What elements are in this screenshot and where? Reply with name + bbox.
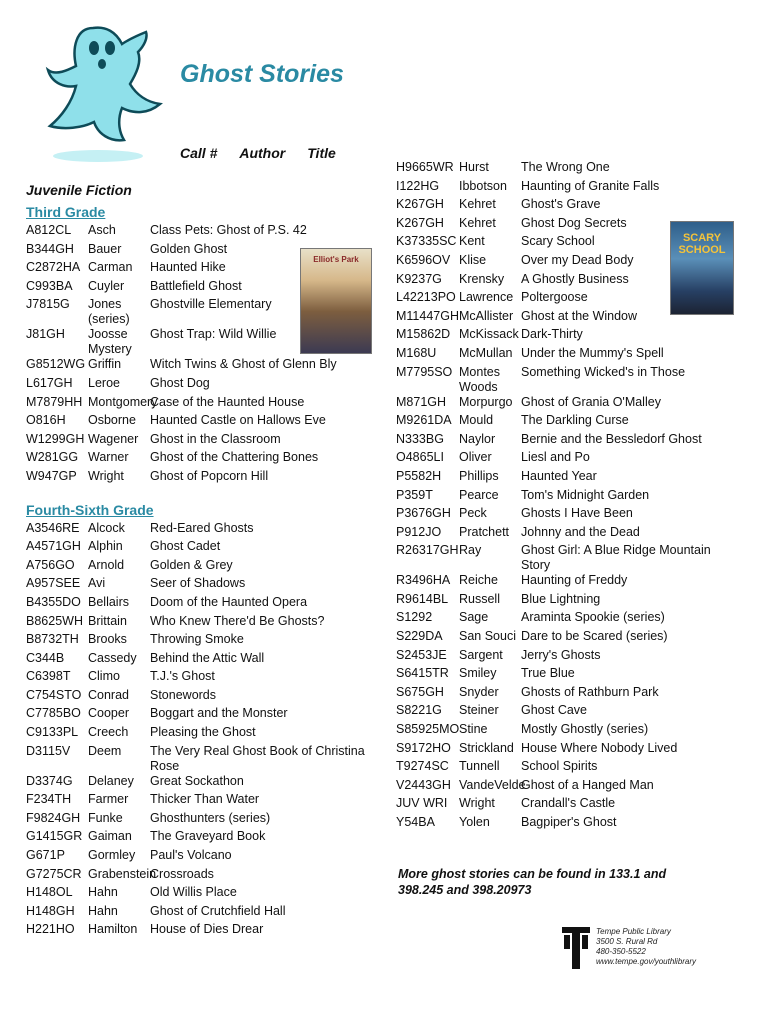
author-name: Gormley xyxy=(88,848,136,863)
call-number: S675GH xyxy=(396,684,444,699)
call-number: M15862D xyxy=(396,327,451,342)
call-number: F234TH xyxy=(26,792,72,807)
author-name: Sargent xyxy=(459,647,503,662)
book-title: School Spirits xyxy=(521,759,598,774)
ghost-icon xyxy=(38,18,168,168)
author-name: Hamilton xyxy=(88,922,138,937)
call-number: A957SEE xyxy=(26,576,81,591)
book-title: Old Willis Place xyxy=(150,885,237,900)
call-number: B344GH xyxy=(26,241,74,256)
author-name: Strickland xyxy=(459,740,514,755)
book-title: Golden & Grey xyxy=(150,557,233,572)
book-row xyxy=(396,197,741,216)
book-title: The Wrong One xyxy=(521,160,610,174)
book-row xyxy=(26,774,366,793)
book-row xyxy=(396,592,741,611)
book-title: Who Knew There'd Be Ghosts? xyxy=(150,613,325,628)
book-row xyxy=(396,506,741,525)
book-row xyxy=(396,796,741,815)
call-number: H148OL xyxy=(26,885,73,900)
book-row xyxy=(396,543,741,573)
call-number: O4865LI xyxy=(396,450,444,465)
book-row xyxy=(396,759,741,778)
author-name: Smiley xyxy=(459,666,497,681)
call-number: R26317GH xyxy=(396,543,459,558)
fourth-sixth-grade-heading: Fourth-Sixth Grade xyxy=(26,501,154,518)
call-number: A756GO xyxy=(26,557,75,572)
book-title: Ghosts of Rathburn Park xyxy=(521,684,659,699)
book-row xyxy=(26,829,366,848)
book-row xyxy=(396,395,741,414)
call-number: H148GH xyxy=(26,903,75,918)
book-row xyxy=(396,629,741,648)
book-row xyxy=(26,395,366,414)
book-row xyxy=(26,223,366,242)
book-row xyxy=(396,327,741,346)
book-title: Throwing Smoke xyxy=(150,632,244,647)
book-row xyxy=(26,614,366,633)
book-row xyxy=(26,539,366,558)
book-title: Blue Lightning xyxy=(521,591,601,606)
book-title: Tom's Midnight Garden xyxy=(521,487,650,502)
book-title: Crossroads xyxy=(150,866,214,881)
book-title: Thicker Than Water xyxy=(150,792,260,807)
book-title: Ghost Cadet xyxy=(150,539,221,554)
author-name: Oliver xyxy=(459,450,492,465)
book-title: Dare to be Scared (series) xyxy=(521,629,668,644)
book-title: Johnny and the Dead xyxy=(521,524,640,539)
call-number: F9824GH xyxy=(26,810,81,825)
author-name: Hahn xyxy=(88,885,118,900)
footer-note: More ghost stories can be found in 133.1 and 398.245 and 398.20973 xyxy=(398,867,667,897)
book-title: Doom of the Haunted Opera xyxy=(150,594,308,609)
author-name: VandeVelde xyxy=(459,777,526,792)
call-number: D3115V xyxy=(26,743,71,758)
author-name: Montes Woods xyxy=(459,364,500,394)
call-number: M168U xyxy=(396,345,437,360)
call-number: P359T xyxy=(396,487,433,502)
call-number: V2443GH xyxy=(396,777,451,792)
library-address: 3500 S. Rural Rd xyxy=(596,937,658,946)
book-title: Ghost of Crutchfield Hall xyxy=(150,903,286,918)
author-name: Mould xyxy=(459,413,494,428)
book-title: Haunted Year xyxy=(521,468,597,483)
author-name: Brittain xyxy=(88,613,127,628)
book-row xyxy=(26,595,366,614)
book-title: Bagpiper's Ghost xyxy=(521,815,617,829)
book-title: Paul's Volcano xyxy=(150,848,232,863)
call-number: R9614BL xyxy=(396,591,449,606)
book-row xyxy=(396,666,741,685)
book-title: Golden Ghost xyxy=(150,241,228,256)
book-title: House Where Nobody Lived xyxy=(521,740,678,755)
book-row xyxy=(26,432,366,451)
author-name: Ray xyxy=(459,543,482,558)
book-row xyxy=(396,469,741,488)
book-row xyxy=(26,376,366,395)
call-number: J7815G xyxy=(26,297,70,312)
book-title: T.J.'s Ghost xyxy=(150,669,215,684)
book-title: Ghost of the Chattering Bones xyxy=(150,450,319,465)
book-row xyxy=(26,576,366,595)
book-row xyxy=(26,632,366,651)
book-row xyxy=(26,521,366,540)
book-title: The Graveyard Book xyxy=(150,829,266,844)
author-name: Deem xyxy=(88,743,122,758)
book-row xyxy=(26,792,366,811)
author-name: Phillips xyxy=(459,468,499,483)
call-number: A4571GH xyxy=(26,539,81,554)
book-title: Jerry's Ghosts xyxy=(521,647,601,662)
book-title: Red-Eared Ghosts xyxy=(150,520,254,535)
call-number: S2453JE xyxy=(396,647,447,662)
book-row xyxy=(26,469,366,488)
author-name: Bauer xyxy=(88,241,122,256)
call-number: K267GH xyxy=(396,197,444,212)
book-title: Bernie and the Bessledorf Ghost xyxy=(521,431,702,446)
call-number-header: Call # xyxy=(180,145,218,161)
author-name: Russell xyxy=(459,591,500,606)
author-name: Kent xyxy=(459,234,485,249)
book-title: Seer of Shadows xyxy=(150,576,246,591)
book-title: Araminta Spookie (series) xyxy=(521,610,665,625)
call-number: T9274SC xyxy=(396,759,449,774)
call-number: M7879HH xyxy=(26,394,83,409)
author-name: Peck xyxy=(459,506,487,521)
title-header: Title xyxy=(307,145,336,161)
call-number: R3496HA xyxy=(396,573,451,588)
call-number: N333BG xyxy=(396,431,444,446)
author-name: Warner xyxy=(88,450,129,465)
call-number: L42213PO xyxy=(396,290,456,305)
book-row xyxy=(26,922,366,941)
book-title: Poltergoose xyxy=(521,290,588,305)
call-number: W281GG xyxy=(26,450,79,465)
book-title: Haunted Hike xyxy=(150,260,226,275)
author-name: Wagener xyxy=(88,431,139,446)
book-title: Over my Dead Body xyxy=(521,252,634,267)
fourth-sixth-grade-list xyxy=(26,521,366,941)
book-row xyxy=(396,413,741,432)
call-number: G8512WG xyxy=(26,357,86,372)
call-number: Y54BA xyxy=(396,815,435,829)
book-row xyxy=(396,432,741,451)
book-title: Great Sockathon xyxy=(150,773,244,788)
author-name: Delaney xyxy=(88,773,134,788)
call-number: C2872HA xyxy=(26,260,81,275)
author-name: McAllister xyxy=(459,308,514,323)
call-number: M7795SO xyxy=(396,364,453,379)
author-name: Griffin xyxy=(88,357,122,372)
author-name: Grabenstein xyxy=(88,866,157,881)
book-row xyxy=(26,811,366,830)
call-number: A3546RE xyxy=(26,520,80,535)
author-name: Naylor xyxy=(459,431,496,446)
author-name: Lawrence xyxy=(459,290,514,305)
author-name: Alphin xyxy=(88,539,123,554)
author-name: Kehret xyxy=(459,215,496,230)
book-title: Behind the Attic Wall xyxy=(150,650,265,665)
call-number: G1415GR xyxy=(26,829,83,844)
author-name: Alcock xyxy=(88,520,125,535)
book-row xyxy=(396,450,741,469)
call-number: S6415TR xyxy=(396,666,449,681)
call-number: S85925MO xyxy=(396,722,460,737)
call-number: L617GH xyxy=(26,375,73,390)
library-info xyxy=(562,927,696,969)
author-name: Hahn xyxy=(88,903,118,918)
book-row xyxy=(396,160,741,179)
book-title: Ghost of Grania O'Malley xyxy=(521,394,661,409)
call-number: G671P xyxy=(26,848,65,863)
author-name: Arnold xyxy=(88,557,125,572)
author-name: Climo xyxy=(88,669,120,684)
call-number: C9133PL xyxy=(26,725,79,740)
author-name: Reiche xyxy=(459,573,498,588)
author-name: Avi xyxy=(88,576,106,591)
book-title: The Darkling Curse xyxy=(521,413,629,428)
author-name: Osborne xyxy=(88,413,136,428)
author-name: Jones (series) xyxy=(88,297,130,327)
book-title: Dark-Thirty xyxy=(521,327,583,342)
author-name: Wright xyxy=(459,796,495,811)
book-row xyxy=(396,346,741,365)
author-name: Carman xyxy=(88,260,133,275)
author-name: Snyder xyxy=(459,684,499,699)
call-number: M9261DA xyxy=(396,413,452,428)
book-title: The Very Real Ghost Book of Christina Rose xyxy=(150,743,365,773)
call-number: C993BA xyxy=(26,278,73,293)
section-label: Juvenile Fiction xyxy=(26,182,132,198)
call-number: B8732TH xyxy=(26,632,79,647)
book-row xyxy=(26,848,366,867)
author-name: Asch xyxy=(88,223,116,237)
book-title: Ghost in the Classroom xyxy=(150,431,281,446)
book-row xyxy=(26,669,366,688)
book-row xyxy=(396,722,741,741)
author-name: Morpurgo xyxy=(459,394,513,409)
book-title: Ghostville Elementary xyxy=(150,297,272,312)
book-cover-title: Elliot's Park xyxy=(313,255,359,264)
book-title: Ghosts I Have Been xyxy=(521,506,633,521)
call-number: M871GH xyxy=(396,394,447,409)
book-title: Haunted Castle on Hallows Eve xyxy=(150,413,326,428)
author-name: Klise xyxy=(459,252,487,267)
book-row xyxy=(26,725,366,744)
book-title: Ghost's Grave xyxy=(521,197,601,212)
book-row xyxy=(396,778,741,797)
book-title: Something Wicked's in Those xyxy=(521,364,686,379)
author-name: Cooper xyxy=(88,706,129,721)
book-title: Ghosthunters (series) xyxy=(150,810,271,825)
call-number: C6398T xyxy=(26,669,71,684)
author-name: San Souci xyxy=(459,629,516,644)
library-logo-icon xyxy=(562,927,590,969)
book-row xyxy=(396,365,741,395)
book-row xyxy=(396,525,741,544)
call-number: K9237G xyxy=(396,271,442,286)
call-number: S9172HO xyxy=(396,740,451,755)
book-title: Ghost Dog Secrets xyxy=(521,215,627,230)
book-title: Case of the Haunted House xyxy=(150,394,305,409)
book-row xyxy=(396,815,741,834)
book-row xyxy=(26,867,366,886)
author-name: Brooks xyxy=(88,632,127,647)
book-row xyxy=(26,413,366,432)
call-number: S229DA xyxy=(396,629,443,644)
library-phone: 480-350-5522 xyxy=(596,947,646,956)
book-row xyxy=(26,706,366,725)
author-name: Wright xyxy=(88,468,124,483)
book-title: Ghost Dog xyxy=(150,375,210,390)
author-name: Pearce xyxy=(459,487,499,502)
author-name: Sage xyxy=(459,610,489,625)
book-cover-image xyxy=(300,248,372,354)
author-name: Bellairs xyxy=(88,594,129,609)
author-name: Tunnell xyxy=(459,759,500,774)
book-title: Ghost of a Hanged Man xyxy=(521,777,654,792)
call-number: JUV WRI xyxy=(396,796,448,811)
book-title: Battlefield Ghost xyxy=(150,278,242,293)
call-number: P912JO xyxy=(396,524,442,539)
book-title: Haunting of Freddy xyxy=(521,573,628,588)
author-name: Gaiman xyxy=(88,829,132,844)
author-name: McKissack xyxy=(459,327,519,342)
book-title: House of Dies Drear xyxy=(150,922,264,937)
book-title: Ghost Cave xyxy=(521,703,588,718)
column-headers xyxy=(180,145,336,161)
author-name: Pratchett xyxy=(459,524,510,539)
book-row xyxy=(396,703,741,722)
call-number: H221HO xyxy=(26,922,75,937)
author-name: Farmer xyxy=(88,792,129,807)
author-name: Cassedy xyxy=(88,650,137,665)
call-number: W947GP xyxy=(26,468,77,483)
call-number: A812CL xyxy=(26,223,72,237)
book-title: Crandall's Castle xyxy=(521,796,616,811)
call-number: C344B xyxy=(26,650,65,665)
page-title: Ghost Stories xyxy=(180,60,344,88)
author-name: Creech xyxy=(88,725,129,740)
call-number: P5582H xyxy=(396,468,442,483)
book-row xyxy=(26,357,366,376)
book-row xyxy=(396,179,741,198)
book-row xyxy=(26,904,366,923)
author-name: Conrad xyxy=(88,687,129,702)
book-row xyxy=(26,885,366,904)
book-title: Under the Mummy's Spell xyxy=(521,345,664,360)
call-number: P3676GH xyxy=(396,506,451,521)
call-number: C7785BO xyxy=(26,706,81,721)
author-name: McMullan xyxy=(459,345,513,360)
author-name: Montgomery xyxy=(88,394,158,409)
book-title: Pleasing the Ghost xyxy=(150,725,256,740)
book-row xyxy=(396,648,741,667)
book-row xyxy=(26,744,366,774)
book-row xyxy=(26,450,366,469)
author-name: Funke xyxy=(88,810,123,825)
book-title: Stonewords xyxy=(150,687,217,702)
call-number: D3374G xyxy=(26,773,73,788)
call-number: W1299GH xyxy=(26,431,85,446)
call-number: K37335SC xyxy=(396,234,457,249)
author-name: Cuyler xyxy=(88,278,125,293)
book-title: Haunting of Granite Falls xyxy=(521,178,660,193)
book-cover-image xyxy=(670,221,734,315)
book-row xyxy=(396,741,741,760)
call-number: M11447GH xyxy=(396,308,459,323)
book-title: Class Pets: Ghost of P.S. 42 xyxy=(150,223,307,237)
author-name: Leroe xyxy=(88,375,120,390)
book-row xyxy=(396,685,741,704)
call-number: S8221G xyxy=(396,703,442,718)
call-number: K6596OV xyxy=(396,252,451,267)
author-name: Joosse Mystery xyxy=(88,327,132,357)
call-number: K267GH xyxy=(396,215,444,230)
book-row xyxy=(396,573,741,592)
author-header: Author xyxy=(239,145,286,161)
author-name: Kehret xyxy=(459,197,496,212)
book-cover-title: SCARY SCHOOL xyxy=(678,232,726,256)
author-name: Krensky xyxy=(459,271,505,286)
book-row xyxy=(396,610,741,629)
author-name: Yolen xyxy=(459,815,490,829)
book-title: Witch Twins & Ghost of Glenn Bly xyxy=(150,357,337,372)
library-url[interactable]: www.tempe.gov/youthlibrary xyxy=(596,957,697,966)
call-number: B4355DO xyxy=(26,594,81,609)
call-number: G7275CR xyxy=(26,866,82,881)
call-number: S1292 xyxy=(396,610,433,625)
library-name: Tempe Public Library xyxy=(596,927,671,936)
book-title: Scary School xyxy=(521,234,595,249)
call-number: C754STO xyxy=(26,687,82,702)
call-number: H9665WR xyxy=(396,160,454,174)
book-title: Ghost of Popcorn Hill xyxy=(150,468,269,483)
book-title: Liesl and Po xyxy=(521,450,590,465)
book-title: Boggart and the Monster xyxy=(150,706,288,721)
book-title: Ghost at the Window xyxy=(521,308,638,323)
book-row xyxy=(26,558,366,577)
book-title: Mostly Ghostly (series) xyxy=(521,722,649,737)
book-row xyxy=(396,488,741,507)
call-number: J81GH xyxy=(26,327,65,342)
author-name: Stine xyxy=(459,722,488,737)
book-row xyxy=(26,651,366,670)
book-row xyxy=(26,688,366,707)
author-name: Steiner xyxy=(459,703,499,718)
third-grade-heading: Third Grade xyxy=(26,204,106,220)
book-title: True Blue xyxy=(521,666,575,681)
book-title: Ghost Girl: A Blue Ridge Mountain Story xyxy=(521,543,711,573)
call-number: O816H xyxy=(26,413,66,428)
author-name: Hurst xyxy=(459,160,489,174)
author-name: Ibbotson xyxy=(459,178,507,193)
call-number: I122HG xyxy=(396,178,440,193)
book-title: A Ghostly Business xyxy=(521,271,629,286)
book-title: Ghost Trap: Wild Willie xyxy=(150,327,277,342)
call-number: B8625WH xyxy=(26,613,83,628)
